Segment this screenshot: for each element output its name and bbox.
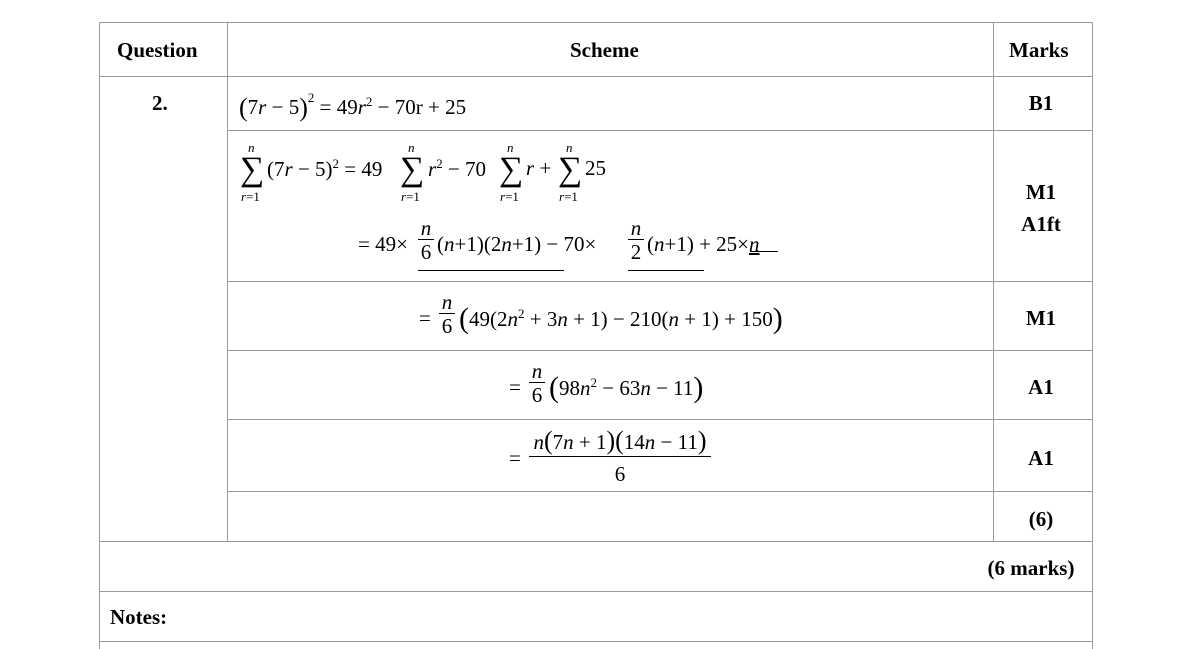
underline-term3 — [750, 251, 778, 252]
row4-body: $(98n^2 - 63n - 11)$ — [549, 371, 704, 404]
sum1-upper: n — [248, 140, 255, 155]
row6-subtotal: (6) — [1028, 507, 1054, 531]
sum2-sigma: ∑ — [400, 151, 425, 188]
sum1-lower: r=1 — [241, 189, 260, 204]
row3-body: $(49(2n^2 + 3n + 1) - 210(n + 1) + 150)$ — [459, 302, 783, 335]
sum3-lower: r=1 — [500, 189, 519, 204]
row4-eq: = — [509, 375, 521, 399]
header-marks: Marks — [1009, 38, 1069, 62]
sum4-upper: n — [566, 140, 573, 155]
row3-mark: M1 — [1025, 306, 1057, 330]
row2-line2-mid: (n+1)(2n+1) − 70× — [437, 232, 597, 256]
row2-mark-a1ft: A1ft — [1021, 212, 1061, 236]
row5-eq: = — [509, 446, 521, 470]
underline-term2 — [628, 270, 704, 271]
row1-expression: $(7r - 5)^2 = 49r^2 - 70r + 25$ — [239, 90, 467, 122]
sum4-sigma: ∑ — [558, 151, 583, 188]
underline-term1 — [418, 270, 564, 271]
row2-line2-tail: (n+1) + 25×n — [647, 232, 760, 256]
row2-line1-part1: $(7r - 5)^2 = 49$ — [267, 156, 383, 181]
question-number: 2. — [152, 91, 168, 115]
sum1-sigma: ∑ — [240, 151, 265, 188]
row4-mark: A1 — [1028, 375, 1054, 399]
header-scheme: Scheme — [570, 38, 639, 62]
notes-label: Notes: — [110, 605, 168, 629]
row3-frac: $\frac{n}{6}$ — [439, 291, 455, 338]
row2-line1-part3: r + — [526, 156, 552, 180]
frac-n-over-6: $\frac{n}{6}$ — [418, 217, 434, 264]
sum3-upper: n — [507, 140, 514, 155]
row1-mark: B1 — [1028, 91, 1054, 115]
sum2-upper: n — [408, 140, 415, 155]
row2-line1-part2: $r^2 - 70$ — [428, 156, 487, 181]
row4-frac: $\frac{n}{6}$ — [529, 360, 545, 407]
row2-line2-eq: = 49× — [358, 232, 408, 256]
frac-n-over-2: $\frac{n}{2}$ — [628, 217, 644, 264]
row2-line1-part4: 25 — [585, 156, 606, 180]
header-question: Question — [117, 38, 198, 62]
sum2-lower: r=1 — [401, 189, 420, 204]
total-marks: (6 marks) — [987, 556, 1075, 580]
sum3-sigma: ∑ — [499, 151, 524, 188]
sum4-lower: r=1 — [559, 189, 578, 204]
row3-eq: = — [419, 306, 431, 330]
row5-mark: A1 — [1028, 446, 1054, 470]
row5-frac: $\frac{n(7n + 1)(14n - 11)}{6}$ — [529, 427, 711, 491]
row2-mark-m1: M1 — [1025, 180, 1057, 204]
